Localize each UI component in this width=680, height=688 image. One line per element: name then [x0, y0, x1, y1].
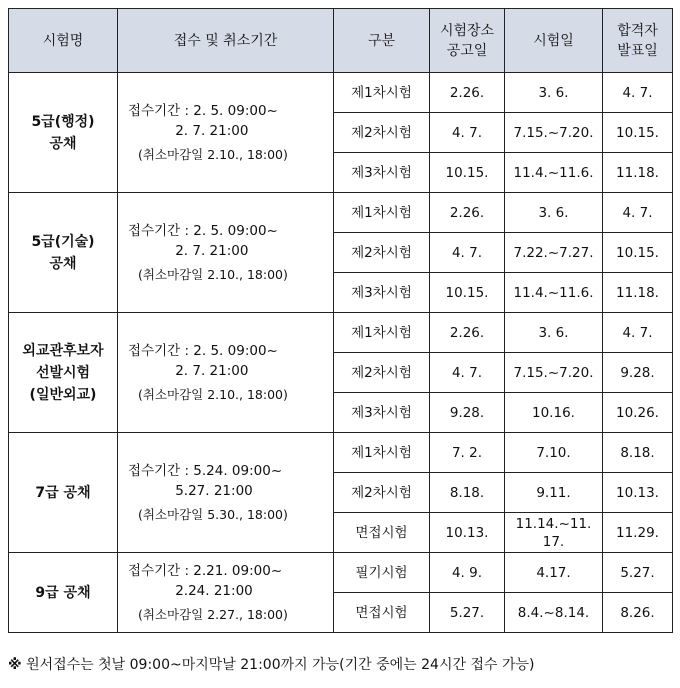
- announce-date-cell: 4. 7.: [430, 233, 505, 273]
- exam-name-cell: 외교관후보자 선발시험 (일반외교): [9, 313, 118, 433]
- exam-date-cell: 7.15.~7.20.: [505, 113, 603, 153]
- table-row: [9, 433, 673, 473]
- exam-date-cell: 10.16.: [505, 393, 603, 433]
- result-date-cell: 8.18.: [603, 433, 673, 473]
- exam-type-cell: 제1차시험: [334, 313, 430, 353]
- cancel-deadline: (취소마감일 2.10., 18:00): [138, 266, 288, 282]
- exam-type-cell: 제1차시험: [334, 193, 430, 233]
- result-date-cell: 10.26.: [603, 393, 673, 433]
- exam-date-cell: 11.14.~11. 17.: [505, 513, 603, 553]
- header-exam-name: 시험명: [9, 9, 118, 73]
- announce-date-cell: 10.15.: [430, 273, 505, 313]
- exam-type-cell: 제2차시험: [334, 113, 430, 153]
- exam-type-cell: 제1차시험: [334, 73, 430, 113]
- cancel-deadline: (취소마감일 2.10., 18:00): [138, 386, 288, 402]
- result-date-cell: 11.29.: [603, 513, 673, 553]
- note-mark: ※: [8, 657, 22, 673]
- period-cell: [118, 553, 334, 633]
- announce-date-cell: 10.15.: [430, 153, 505, 193]
- header-exam-date: 시험일: [505, 9, 603, 73]
- announce-date-cell: 5.27.: [430, 593, 505, 633]
- announce-date-cell: 10.13.: [430, 513, 505, 553]
- table-row: [9, 553, 673, 593]
- application-period: 접수기간 : 2. 5. 09:00~ 2. 7. 21:00: [128, 342, 278, 379]
- result-date-cell: 11.18.: [603, 153, 673, 193]
- announce-date-cell: 4. 7.: [430, 113, 505, 153]
- exam-type-cell: 필기시험: [334, 553, 430, 593]
- announce-date-cell: 9.28.: [430, 393, 505, 433]
- header-announce-date: 시험장소 공고일: [430, 9, 505, 73]
- result-date-cell: 8.26.: [603, 593, 673, 633]
- exam-type-cell: 제3차시험: [334, 153, 430, 193]
- exam-date-cell: 7.15.~7.20.: [505, 353, 603, 393]
- announce-date-cell: 2.26.: [430, 193, 505, 233]
- header-type: 구분: [334, 9, 430, 73]
- exam-type-cell: 제1차시험: [334, 433, 430, 473]
- exam-date-cell: 11.4.~11.6.: [505, 273, 603, 313]
- table-row: [9, 313, 673, 353]
- application-period: 접수기간 : 2. 5. 09:00~ 2. 7. 21:00: [128, 222, 278, 259]
- period-cell: [118, 433, 334, 553]
- result-date-cell: 5.27.: [603, 553, 673, 593]
- cancel-deadline: (취소마감일 5.30., 18:00): [138, 506, 288, 522]
- exam-name-cell: 9급 공채: [9, 553, 118, 633]
- result-date-cell: 9.28.: [603, 353, 673, 393]
- table-row: [9, 193, 673, 233]
- period-cell: [118, 313, 334, 433]
- application-period: 접수기간 : 2.21. 09:00~ 2.24. 21:00: [128, 562, 283, 599]
- cancel-deadline: (취소마감일 2.27., 18:00): [138, 606, 288, 622]
- exam-type-cell: 제2차시험: [334, 353, 430, 393]
- exam-date-cell: 4.17.: [505, 553, 603, 593]
- footnote: [8, 654, 534, 674]
- table-row: [9, 73, 673, 113]
- exam-type-cell: 제2차시험: [334, 473, 430, 513]
- header-period: 접수 및 취소기간: [118, 9, 334, 73]
- exam-date-cell: 8.4.~8.14.: [505, 593, 603, 633]
- exam-date-cell: 7.22.~7.27.: [505, 233, 603, 273]
- announce-date-cell: 7. 2.: [430, 433, 505, 473]
- result-date-cell: 10.15.: [603, 233, 673, 273]
- announce-date-cell: 2.26.: [430, 73, 505, 113]
- exam-date-cell: 11.4.~11.6.: [505, 153, 603, 193]
- application-period: 접수기간 : 2. 5. 09:00~ 2. 7. 21:00: [128, 102, 278, 139]
- header-result-date: 합격자 발표일: [603, 9, 673, 73]
- result-date-cell: 4. 7.: [603, 193, 673, 233]
- exam-date-cell: 7.10.: [505, 433, 603, 473]
- cancel-deadline: (취소마감일 2.10., 18:00): [138, 146, 288, 162]
- note-text: 원서접수는 첫날 09:00~마지막날 21:00까지 가능(기간 중에는 24시간 접수 가능): [21, 657, 535, 673]
- exam-date-cell: 9.11.: [505, 473, 603, 513]
- result-date-cell: 10.13.: [603, 473, 673, 513]
- exam-type-cell: 면접시험: [334, 593, 430, 633]
- exam-type-cell: 면접시험: [334, 513, 430, 553]
- announce-date-cell: 2.26.: [430, 313, 505, 353]
- result-date-cell: 4. 7.: [603, 313, 673, 353]
- period-cell: [118, 193, 334, 313]
- application-period: 접수기간 : 5.24. 09:00~ 5.27. 21:00: [128, 462, 283, 499]
- announce-date-cell: 4. 7.: [430, 353, 505, 393]
- exam-type-cell: 제3차시험: [334, 273, 430, 313]
- exam-type-cell: 제3차시험: [334, 393, 430, 433]
- header-row: [9, 9, 673, 73]
- exam-date-cell: 3. 6.: [505, 313, 603, 353]
- exam-date-cell: 3. 6.: [505, 193, 603, 233]
- exam-date-cell: 3. 6.: [505, 73, 603, 113]
- result-date-cell: 4. 7.: [603, 73, 673, 113]
- announce-date-cell: 8.18.: [430, 473, 505, 513]
- exam-name-cell: 7급 공채: [9, 433, 118, 553]
- announce-date-cell: 4. 9.: [430, 553, 505, 593]
- exam-name-cell: 5급(행정) 공채: [9, 73, 118, 193]
- result-date-cell: 10.15.: [603, 113, 673, 153]
- exam-schedule-table: [8, 8, 673, 633]
- result-date-cell: 11.18.: [603, 273, 673, 313]
- exam-name-cell: 5급(기술) 공채: [9, 193, 118, 313]
- period-cell: [118, 73, 334, 193]
- exam-type-cell: 제2차시험: [334, 233, 430, 273]
